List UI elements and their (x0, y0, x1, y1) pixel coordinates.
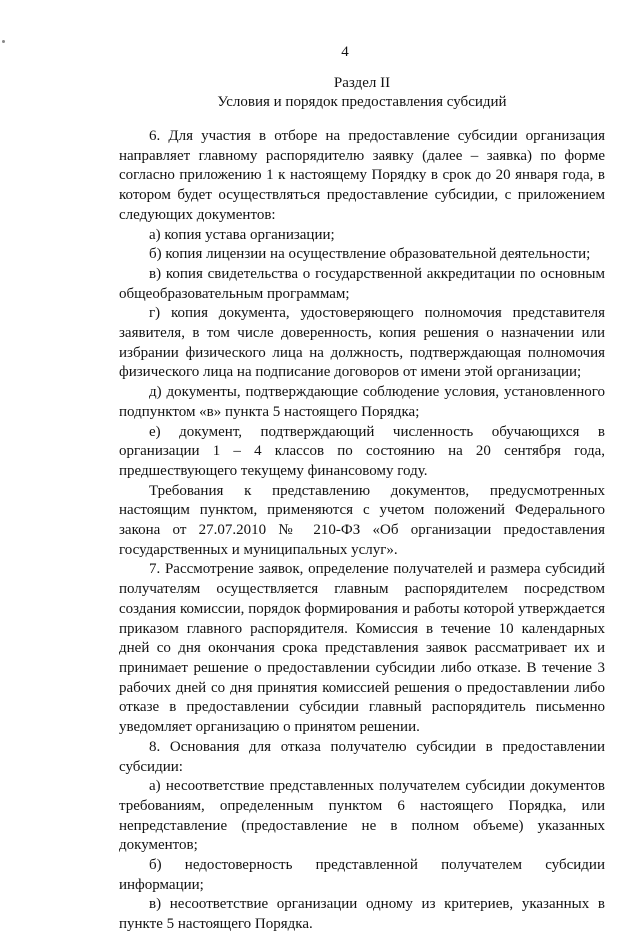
scan-mark (2, 40, 5, 43)
section-subtitle: Условия и порядок предоставления субсидий (217, 94, 507, 110)
page-number: 4 (341, 44, 349, 60)
refusal-item-v: в) несоответствие организации одному из критериев, указанных в пункте 5 настоящего Порядка. (119, 896, 605, 933)
refusal-item-a: а) несоответствие представленных получателем субсидии документов требованиям, определенным пунктом 6 настоящего Порядка, или непредставление (предоставление не в полном объеме) указанных документов; (119, 778, 605, 854)
list-item-g: г) копия документа, удостоверяющего полномочия представителя заявителя, в том числе доверенность, копия решения о назначении или избрании физического лица на должность, подтверждающая полномочия физического лица на подписание договоров от имени этой организации; (119, 305, 605, 381)
list-item-a: а) копия устава организации; (149, 226, 335, 243)
requirements-paragraph: Требования к представлению документов, предусмотренных настоящим пунктом, применяются с учетом положений Федерального закона от 27.07.2010 № 210-ФЗ «Об организации предоставления государственных и муниципальных услуг». (119, 482, 605, 558)
paragraph-7: 7. Рассмотрение заявок, определение получателей и размера субсидий получателям осуществляется главным распорядителем посредством создания комиссии, порядок формирования и работы которой утверждается приказом главного распорядителя. Комиссия в течение 10 календарных дней со дня окончания срока представления заявок рассматривает их и принимает решение о предоставлении субсидии либо отказе. В течение 3 рабочих дней со дня принятия комиссией решения о предоставлении либо отказе в предоставлении субсидии главный распорядитель письменно уведомляет организацию о принятом решении. (119, 561, 605, 736)
list-item-d: д) документы, подтверждающие соблюдение условия, установленного подпунктом «в» пункта 5 настоящего Порядка; (119, 384, 605, 420)
document-body (119, 127, 605, 935)
section-title: Раздел II (333, 75, 391, 91)
list-item-e: е) документ, подтверждающий численность обучающихся в организации 1 – 4 классов по состоянию на 20 сентября года, предшествующего текущему финансовому году. (119, 423, 605, 479)
paragraph-8: 8. Основания для отказа получателю субсидии в предоставлении субсидии: (119, 738, 605, 775)
list-item-v: в) копия свидетельства о государственной аккредитации по основным общеобразовательным программам; (119, 265, 605, 302)
paragraph-6: 6. Для участия в отборе на предоставление субсидии организация направляет главному распорядителю заявку (далее – заявка) по форме согласно приложению 1 к настоящему Порядку в срок до 20 января года, в котором будет осуществляться предоставление субсидии, с приложением следующих документов: (119, 128, 605, 223)
refusal-item-b: б) недостоверность представленной получателем субсидии информации; (119, 857, 605, 893)
list-item-b: б) копия лицензии на осуществление образовательной деятельности; (149, 246, 591, 263)
